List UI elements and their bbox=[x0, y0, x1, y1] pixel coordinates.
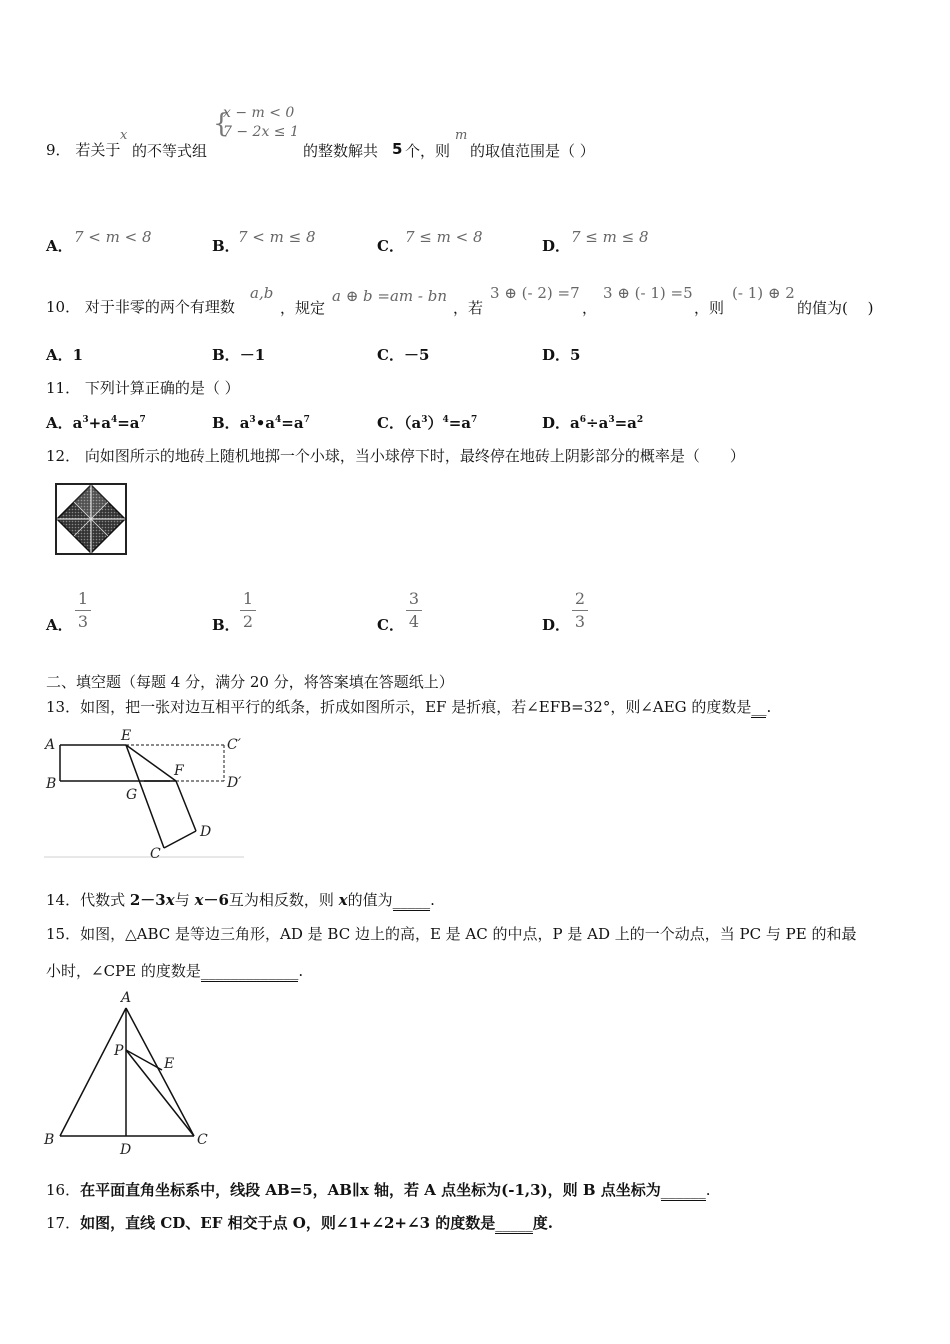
variable-x: x bbox=[165, 891, 175, 909]
label-g: G bbox=[126, 787, 138, 803]
label-p: P bbox=[114, 1043, 124, 1059]
operation-definition: a ⊕ b =am - bn bbox=[332, 287, 448, 305]
question-11 bbox=[46, 378, 240, 398]
option-d-label: D． bbox=[542, 414, 571, 432]
label-a: A bbox=[45, 737, 56, 753]
label-c: C bbox=[150, 846, 161, 862]
question-text: 的值为 bbox=[347, 891, 393, 909]
question-text: 的整数解共 bbox=[303, 142, 379, 160]
expression: (- 1) ⊕ 2 bbox=[732, 284, 795, 302]
question-17 bbox=[46, 1213, 553, 1234]
option-d-label: D． bbox=[542, 237, 571, 255]
term: +a bbox=[88, 414, 111, 432]
variable-m: m bbox=[455, 128, 468, 143]
term: a bbox=[72, 414, 83, 432]
question-text: 的不等式组 bbox=[132, 142, 208, 160]
question-number: 17． bbox=[46, 1214, 81, 1232]
exponent: 7 bbox=[303, 415, 310, 425]
option-a-label: A． bbox=[46, 237, 73, 255]
question-10 bbox=[46, 297, 235, 317]
question-text: ，则 bbox=[694, 299, 725, 317]
option-d bbox=[542, 412, 643, 433]
term: ÷a bbox=[586, 414, 609, 432]
comma: ， bbox=[582, 299, 598, 317]
option-a-value: 7 < m < 8 bbox=[74, 228, 152, 246]
fraction-bar bbox=[406, 610, 422, 611]
variable-x: x bbox=[194, 891, 204, 909]
label-f: F bbox=[174, 763, 184, 779]
option-a bbox=[46, 412, 146, 433]
question-number: 10． bbox=[46, 298, 81, 316]
exponent: 3 bbox=[82, 415, 89, 425]
option-d-value: 5 bbox=[570, 346, 581, 364]
option-b-label: B． bbox=[212, 237, 240, 255]
answer-blank[interactable]: _____ bbox=[495, 1214, 533, 1232]
denominator: 3 bbox=[77, 612, 89, 631]
option-c-label: C． bbox=[377, 346, 404, 364]
option-a-label: A． bbox=[46, 346, 73, 364]
label-e: E bbox=[121, 728, 132, 744]
variable-x: x bbox=[338, 891, 348, 909]
label-c-prime: C′ bbox=[227, 737, 241, 753]
question-text: 如图，直线 CD、EF 相交于点 O，则∠1+∠2+∠3 的度数是 bbox=[80, 1214, 496, 1232]
option-a-label: A． bbox=[46, 616, 73, 634]
option-b-label: B． bbox=[212, 616, 240, 634]
question-number: 9． bbox=[46, 141, 71, 159]
label-e: E bbox=[164, 1056, 175, 1072]
denominator: 2 bbox=[242, 612, 254, 631]
left-brace-icon: { bbox=[213, 109, 230, 139]
question-text: 代数式 bbox=[80, 891, 130, 909]
fraction-bar bbox=[572, 610, 588, 611]
term: ） bbox=[427, 414, 443, 432]
exponent: 3 bbox=[421, 415, 428, 425]
option-a bbox=[46, 344, 83, 365]
question-15-line-2 bbox=[46, 961, 303, 982]
period: . bbox=[766, 698, 772, 716]
option-c bbox=[377, 344, 429, 365]
term: =a bbox=[614, 414, 637, 432]
question-number: 14． bbox=[46, 891, 81, 909]
shadow-line bbox=[44, 856, 244, 858]
segment-pe bbox=[126, 1050, 162, 1070]
answer-blank[interactable]: _____________ bbox=[200, 962, 299, 980]
question-15-line-1 bbox=[46, 924, 856, 944]
exponent: 7 bbox=[471, 415, 478, 425]
term: a bbox=[570, 414, 580, 432]
option-b-value: 7 < m ≤ 8 bbox=[238, 228, 316, 246]
segment-pc bbox=[126, 1050, 194, 1136]
question-text: 对于非零的两个有理数 bbox=[84, 298, 235, 316]
option-c-label: C． bbox=[377, 414, 404, 432]
side-ac bbox=[126, 1008, 194, 1136]
triangle-figure bbox=[40, 988, 220, 1158]
option-b-value: －1 bbox=[239, 346, 266, 364]
option-c-value: －5 bbox=[403, 346, 430, 364]
exponent: 4 bbox=[110, 415, 118, 425]
exponent: 6 bbox=[579, 415, 587, 425]
answer-blank[interactable]: __ bbox=[751, 698, 767, 716]
option-c-label: C． bbox=[377, 237, 404, 255]
expr-part: －6 bbox=[203, 891, 229, 909]
option-c-fraction bbox=[406, 589, 422, 632]
exponent: 4 bbox=[442, 415, 449, 425]
numerator: 3 bbox=[408, 589, 420, 608]
variable-x: x bbox=[120, 128, 128, 143]
period: . bbox=[298, 962, 304, 980]
option-d-value: 7 ≤ m ≤ 8 bbox=[571, 228, 649, 246]
option-a-value: 1 bbox=[72, 346, 84, 364]
label-b: B bbox=[46, 776, 57, 792]
option-c-value: 7 ≤ m < 8 bbox=[405, 228, 483, 246]
question-text: 个，则 bbox=[405, 142, 451, 160]
question-number: 15． bbox=[46, 925, 81, 943]
question-text: 小时，∠CPE 的度数是 bbox=[46, 962, 201, 980]
question-text: 的取值范围是（ ） bbox=[470, 142, 595, 160]
fold-ef bbox=[126, 745, 176, 781]
question-number: 12． bbox=[46, 447, 81, 465]
exponent: 7 bbox=[139, 415, 146, 425]
question-text: 如图，把一张对边互相平行的纸条，折成如图所示，EF 是折痕，若∠EFB=32°，则∠AEG 的度数是 bbox=[80, 698, 752, 716]
term: •a bbox=[255, 414, 275, 432]
number-five: 5 bbox=[392, 140, 403, 158]
label-d-prime: D′ bbox=[227, 775, 242, 791]
edge-fd bbox=[176, 781, 196, 831]
numerator: 2 bbox=[574, 589, 586, 608]
inequality-system bbox=[213, 104, 299, 142]
question-number: 16． bbox=[46, 1181, 81, 1199]
floor-tile-figure bbox=[53, 481, 129, 557]
variables-ab: a,b bbox=[250, 284, 274, 302]
question-text: 与 bbox=[174, 891, 195, 909]
option-b-label: B． bbox=[212, 346, 240, 364]
label-c: C bbox=[197, 1132, 208, 1148]
option-c bbox=[377, 412, 477, 433]
term: （a bbox=[403, 414, 422, 432]
question-number: 11． bbox=[46, 379, 81, 397]
exponent: 2 bbox=[636, 415, 644, 425]
label-a: A bbox=[121, 990, 132, 1006]
fraction-bar bbox=[75, 610, 91, 611]
question-text: 在平面直角坐标系中，线段 AB=5，AB∥x 轴，若 A 点坐标为(-1,3)，则 B 点坐标为 bbox=[80, 1181, 661, 1199]
period: . bbox=[705, 1181, 711, 1199]
term: =a bbox=[281, 414, 304, 432]
question-text: ，若 bbox=[453, 299, 484, 317]
question-text: 下列计算正确的是（ ） bbox=[84, 379, 240, 397]
term: =a bbox=[448, 414, 472, 432]
question-14 bbox=[46, 890, 435, 911]
question-text: 若关于 bbox=[75, 141, 121, 159]
condition-2: 3 ⊕ (- 1) =5 bbox=[603, 284, 693, 302]
condition-1: 3 ⊕ (- 2) =7 bbox=[490, 284, 580, 302]
option-d-label: D． bbox=[542, 346, 571, 364]
inequality-2: 7 − 2x ≤ 1 bbox=[223, 124, 299, 140]
denominator: 4 bbox=[408, 612, 420, 631]
term: a bbox=[239, 414, 250, 432]
denominator: 3 bbox=[574, 612, 586, 631]
side-ab bbox=[60, 1008, 126, 1136]
label-b: B bbox=[44, 1132, 55, 1148]
edge-cd bbox=[164, 831, 196, 848]
answer-blank[interactable]: _____ bbox=[392, 891, 431, 909]
question-text: ，规定 bbox=[280, 299, 326, 317]
option-d bbox=[542, 344, 580, 365]
question-16 bbox=[46, 1180, 711, 1201]
label-d: D bbox=[120, 1142, 132, 1158]
question-12 bbox=[46, 446, 745, 466]
option-a-fraction bbox=[75, 589, 91, 632]
numerator: 1 bbox=[77, 589, 89, 608]
question-end: 度. bbox=[532, 1214, 553, 1232]
answer-blank[interactable]: ______ bbox=[660, 1181, 706, 1199]
exponent: 4 bbox=[275, 415, 282, 425]
question-number: 13． bbox=[46, 698, 81, 716]
option-a-label: A． bbox=[46, 414, 73, 432]
term: =a bbox=[117, 414, 140, 432]
question-13 bbox=[46, 697, 771, 718]
option-b bbox=[212, 412, 310, 433]
option-b-label: B． bbox=[212, 414, 240, 432]
exponent: 3 bbox=[249, 415, 256, 425]
expr-part: 2－3 bbox=[129, 891, 166, 909]
numerator: 1 bbox=[242, 589, 254, 608]
question-9 bbox=[46, 140, 120, 160]
exponent: 3 bbox=[608, 415, 615, 425]
option-d-label: D． bbox=[542, 616, 571, 634]
inequality-1: x − m < 0 bbox=[223, 105, 295, 121]
period: . bbox=[430, 891, 435, 909]
option-b-fraction bbox=[240, 589, 256, 632]
question-text: 如图，△ABC 是等边三角形，AD 是 BC 边上的高，E 是 AC 的中点，P 是 AD 上的一个动点，当 PC 与 PE 的和最 bbox=[80, 925, 857, 943]
option-c-label: C． bbox=[377, 616, 404, 634]
fraction-bar bbox=[240, 610, 256, 611]
question-text: 向如图所示的地砖上随机地掷一个小球，当小球停下时，最终停在地砖上阴影部分的概率是（ ） bbox=[84, 447, 745, 465]
option-b bbox=[212, 344, 265, 365]
label-d: D bbox=[200, 824, 212, 840]
section-heading: 二、填空题（每题 4 分，满分 20 分，将答案填在答题纸上） bbox=[46, 673, 454, 691]
option-d-fraction bbox=[572, 589, 588, 632]
question-text: 的值为( ) bbox=[797, 299, 874, 317]
paper-fold-figure bbox=[44, 728, 249, 863]
question-text: 互为相反数，则 bbox=[228, 891, 339, 909]
